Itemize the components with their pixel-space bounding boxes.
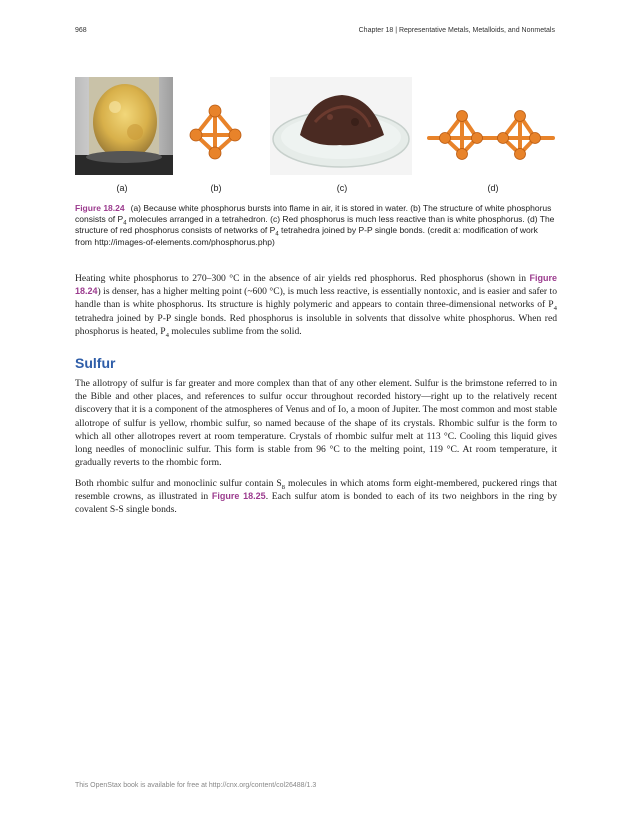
figure-label-a: (a) — [116, 183, 128, 193]
figure-label-c: (c) — [336, 183, 348, 193]
figure-label-d: (d) — [487, 183, 499, 193]
red-phosphorus-photo — [270, 77, 412, 175]
red-phosphorus-network-model — [427, 108, 555, 164]
paragraph-sulfur-allotropy: The allotropy of sulfur is far greater and more complex than that of any other element. Sulfur is the brimstone referred to in the Bible and other places, and references to sulfur occur throughout recorded history—right up to the relatively recent discovery that it is a component of the atmospheres of Venus and of Io, a moon of Jupiter. The most common and most stable allotrope of sulfur is yellow, rhombic sulfur, so named because of the shape of its crystals. Rhombic sulfur is the form to which all other allotropes revert at room temperature. Crystals of rhombic sulfur melt at 113 °C. Cooling this liquid gives long needles of monoclinic sulfur. This form is stable from 96 °C to the melting point, 119 °C. At room temperature, it gradually reverts to the rhombic form. — [75, 378, 557, 469]
figure-caption — [75, 203, 555, 248]
white-phosphorus-photo — [75, 77, 173, 175]
chapter-header: Chapter 18 | Representative Metals, Metalloids, and Nonmetals — [358, 27, 555, 34]
paragraph-sulfur-rings: Both rhombic sulfur and monoclinic sulfur contain $S_8$ molecules in which atoms form eight-membered, puckered rings that resemble crowns, as illustrated in Figure 18.25. Each sulfur atom is bonded to each of its two neighbors in the ring by covalent S-S single bonds. — [75, 478, 557, 516]
figure-number: Figure 18.24 — [75, 203, 125, 213]
figure-18-24-link[interactable]: Figure 18.24 — [75, 273, 557, 297]
caption-text: (a) Because white phosphorus bursts into flame in air, it is stored in water. (b) The structure of white phosphorus consists of $P_4$ molecules arranged in a tetrahedron. (c) Red phosphorus is much less reactive than is white phosphorus. (d) The structure of red phosphorus consists of networks of $P_4$ tetrahedra joined by P-P single bonds. (credit a: modification of work from http://images-of-elements.com/phosphorus.php) — [75, 203, 555, 247]
figure-18-25-link[interactable]: Figure 18.25 — [211, 491, 266, 502]
page-number: 968 — [75, 27, 87, 34]
paragraph-red-phosphorus: Heating white phosphorus to 270–300 °C in the absence of air yields red phosphorus. Red phosphorus (shown in Figure 18.24) is denser, has a higher melting point (~600 °C), is much less reactive, is essentially nontoxic, and is easier and safer to handle than is white phosphorus. Its structure is highly polymeric and appears to contain three-dimensional networks of $P_4$ tetrahedra joined by P-P single bonds. Red phosphorus is insoluble in solvents that dissolve white phosphorus. When red phosphorus is heated, $P_4$ molecules sublime from the solid. — [75, 273, 557, 339]
p4-tetrahedron-model — [188, 103, 243, 161]
footer-note: This OpenStax book is available for free at http://cnx.org/content/col26488/1.3 — [75, 782, 317, 789]
section-title: Sulfur — [75, 355, 116, 371]
figure-label-b: (b) — [210, 183, 222, 193]
